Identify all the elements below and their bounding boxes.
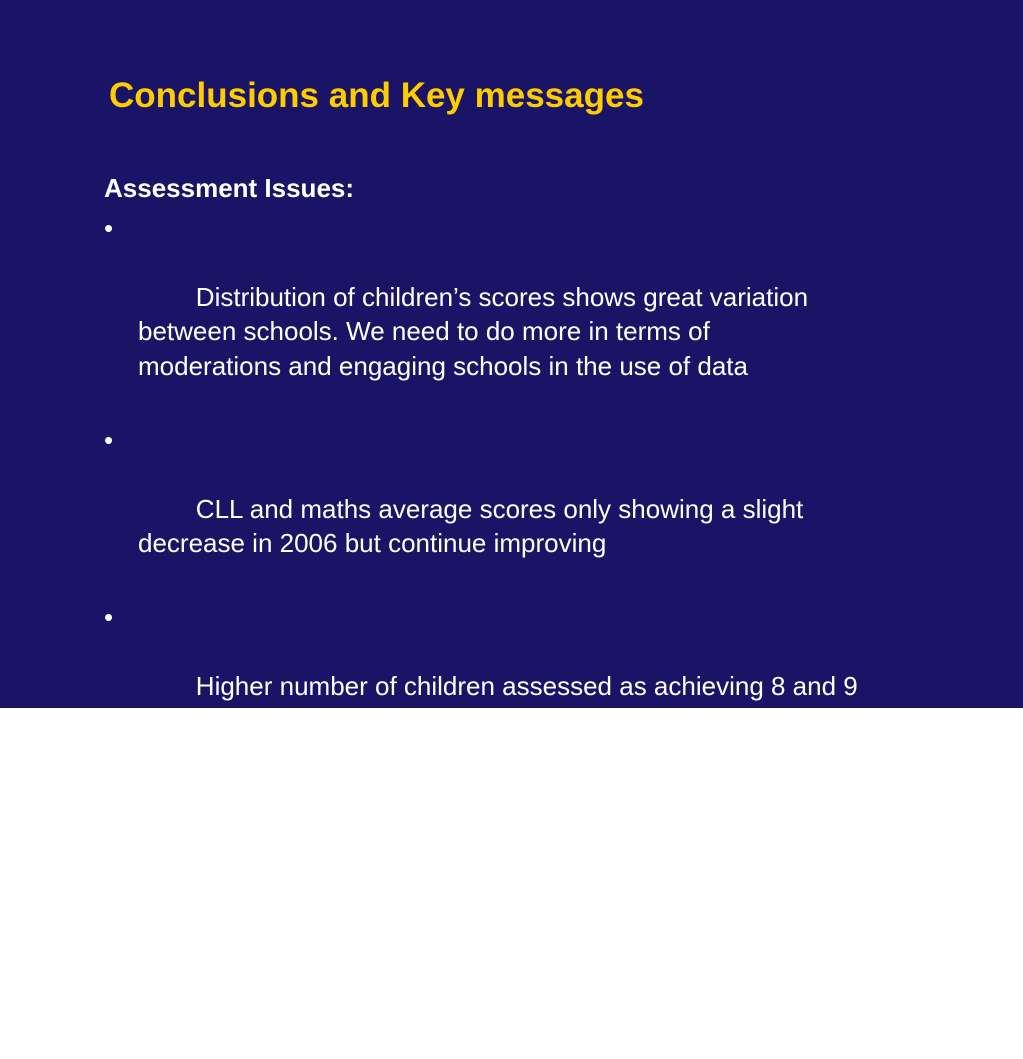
slide-content: [104, 171, 984, 1059]
bullet-icon: •: [104, 212, 114, 243]
bullet-text: Higher number of children assessed as achieving 8 and 9 points in a number of areas and this is a cause for concern: [138, 671, 858, 770]
bullet-item-distribution: [104, 211, 984, 418]
section-heading: Assessment Issues:: [104, 173, 355, 203]
slide-title: Conclusions and Key messages: [109, 76, 644, 115]
bullet-text: Distribution of children’s scores shows great variation between schools. We need to do more in terms of moderations and engaging schools in the use of data: [138, 281, 809, 381]
bullet-icon: •: [104, 814, 114, 844]
bullet-text: FSP data can be used for school self-evaluation, target setting and identifying underachieving groups but may not be used for value added analysis between FSP to KS1 because of low correlations: [138, 883, 829, 1017]
bullet-list: [104, 211, 984, 1054]
bullet-item-cll-maths: [104, 423, 984, 596]
bullet-text: CLL and maths average scores only showing a slight decrease in 2006 but continue improving: [138, 493, 804, 558]
bullet-item-fsp-data: [104, 812, 984, 1054]
bullet-icon: •: [104, 602, 114, 632]
bullet-item-higher-number: [104, 600, 984, 807]
bullet-icon: •: [104, 424, 114, 455]
